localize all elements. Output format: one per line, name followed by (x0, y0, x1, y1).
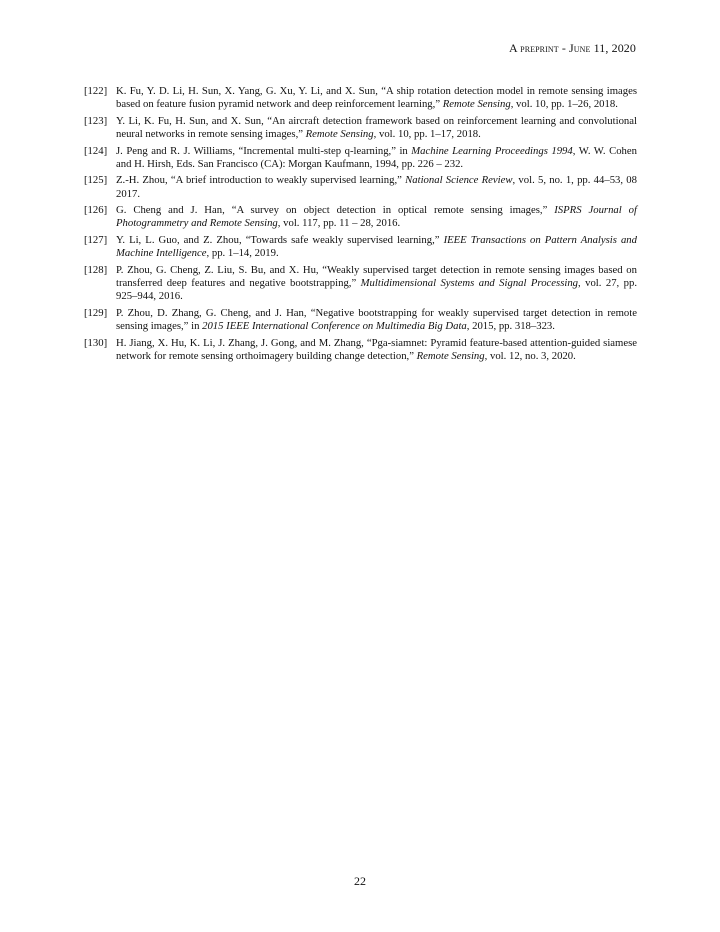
reference-text-segment: , vol. 10, pp. 1–17, 2018. (373, 128, 481, 140)
reference-text (116, 85, 637, 111)
reference-item (84, 115, 637, 141)
reference-number: [122] (84, 85, 108, 97)
reference-list (84, 85, 637, 366)
reference-text (116, 307, 637, 333)
reference-text-segment: Z.-H. Zhou, “A brief introduction to weakly supervised learning,” (116, 174, 406, 187)
reference-number: [127] (84, 233, 108, 246)
reference-item (84, 204, 637, 230)
reference-number: [125] (84, 174, 108, 187)
reference-text-segment: , 2015, pp. 318–323. (466, 319, 555, 332)
reference-number: [129] (84, 306, 108, 319)
reference-text (116, 174, 637, 200)
reference-text (116, 115, 637, 141)
header-label: A preprint (508, 41, 559, 55)
reference-venue: Remote Sensing (305, 128, 374, 140)
reference-text (116, 204, 637, 230)
reference-item (84, 337, 637, 363)
reference-number: [128] (84, 263, 108, 276)
reference-text-segment: , vol. 10, pp. 1–26, 2018. (510, 98, 618, 111)
reference-text-segment: , vol. 12, no. 3, 2020. (484, 349, 576, 362)
reference-text (116, 234, 637, 260)
reference-text-segment: H. Jiang, X. Hu, K. Li, J. Zhang, J. Gong, and M. Zhang, “Pga-siamnet: Pyramid feature-based attention-guided siamese network for remote sensing orthoimagery building change detection,” (116, 336, 637, 362)
reference-venue: Remote Sensing (416, 349, 485, 362)
reference-text (116, 337, 637, 363)
reference-venue: IEEE Transactions on Pattern Analysis and Machine Intelligence (116, 233, 637, 260)
reference-text-segment: G. Cheng and J. Han, “A survey on object detection in optical remote sensing images,” (116, 204, 555, 217)
reference-number: [130] (84, 336, 108, 349)
reference-text-segment: , pp. 1–14, 2019. (206, 247, 279, 260)
reference-venue: Multidimensional Systems and Signal Processing (360, 276, 579, 289)
reference-venue: Machine Learning Proceedings 1994 (411, 144, 573, 157)
reference-venue: National Science Review (405, 174, 513, 187)
reference-item (84, 307, 637, 333)
reference-text (116, 145, 637, 171)
reference-text-segment: Y. Li, K. Fu, H. Sun, and X. Sun, “An aircraft detection framework based on reinforcement learning and convolutional neural networks in remote sensing images,” (116, 114, 637, 140)
reference-number: [123] (84, 114, 108, 127)
reference-text-segment: P. Zhou, G. Cheng, Z. Liu, S. Bu, and X. Hu, “Weakly supervised target detection in remote sensing images based on transferred deep features and negative bootstrapping,” (116, 263, 637, 289)
reference-text-segment: P. Zhou, D. Zhang, G. Cheng, and J. Han, “Negative bootstrapping for weakly supervised target detection in remote sensing images,” in (116, 306, 637, 332)
reference-item (84, 174, 637, 200)
reference-text-segment: K. Fu, Y. D. Li, H. Sun, X. Yang, G. Xu, Y. Li, and X. Sun, “A ship rotation detection model in remote sensing images based on feature fusion pyramid network and deep reinforcement learning,” (116, 85, 637, 111)
reference-venue: Remote Sensing (442, 98, 511, 111)
reference-text-segment: Y. Li, L. Guo, and Z. Zhou, “Towards safe weakly supervised learning,” (116, 233, 444, 246)
reference-text-segment: , W. W. Cohen and H. Hirsh, Eds. San Francisco (CA): Morgan Kaufmann, 1994, pp. 226 – 232. (116, 144, 637, 170)
header-separator: - (558, 41, 570, 55)
reference-text-segment: , vol. 5, no. 1, pp. 44–53, 08 2017. (116, 174, 637, 200)
reference-venue: ISPRS Journal of Photogrammetry and Remote Sensing (116, 204, 637, 230)
reference-number: [126] (84, 204, 108, 217)
reference-number: [124] (84, 144, 108, 157)
header-date: June 11, 2020 (569, 41, 636, 55)
page-number: 22 (354, 874, 366, 888)
reference-text-segment: , vol. 27, pp. 925–944, 2016. (116, 276, 637, 303)
reference-item (84, 85, 637, 111)
reference-item (84, 234, 637, 260)
reference-text-segment: J. Peng and R. J. Williams, “Incremental multi-step q-learning,” in (116, 144, 412, 157)
reference-item (84, 264, 637, 304)
reference-text-segment: , vol. 117, pp. 11 – 28, 2016. (277, 217, 401, 230)
running-header (509, 41, 636, 56)
reference-venue: 2015 IEEE International Conference on Multimedia Big Data (202, 319, 467, 332)
reference-text (116, 264, 637, 304)
reference-item (84, 145, 637, 171)
